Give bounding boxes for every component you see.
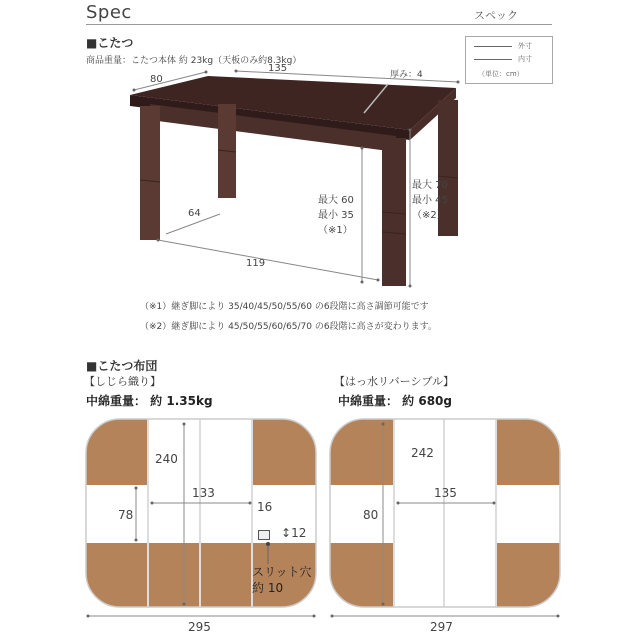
dim-inner-depth: 64 — [188, 208, 201, 219]
kotatsu-weight: 商品重量：こたつ本体 約 23kg（天板のみ約8.3kg） — [86, 56, 302, 66]
right-dim-mid-h: 80 — [363, 508, 379, 522]
right-dim-side-h: 242 — [411, 446, 434, 460]
kotatsu-section-title: ■こたつ — [86, 36, 134, 50]
dim-inner-width: 119 — [246, 258, 266, 269]
futon-left-name: 【しじら織り】 — [84, 375, 161, 388]
page-title: Spec — [86, 2, 132, 23]
futon-section-title: ■こたつ布団 — [86, 359, 158, 373]
slit-label — [252, 564, 312, 596]
left-dim-slit-h: ↕12 — [281, 526, 307, 540]
slit-label-2: 約 10 — [252, 581, 284, 595]
note-1: （※1）継ぎ脚により 35/40/45/50/55/60 の6段階に高さ調節可能です — [140, 302, 429, 312]
height-b-min: 最小 45 — [412, 195, 448, 206]
futon-left-weight: 中綿重量： 約 1.35kg — [86, 394, 213, 408]
legend-outer: 外寸 — [518, 42, 532, 50]
futon-right-weight: 中綿重量： 約 680g — [338, 394, 452, 408]
height-b-note: （※2） — [412, 210, 447, 221]
right-dim-inner: 135 — [434, 486, 457, 500]
left-dim-width: 295 — [188, 620, 211, 634]
left-dim-inner: 133 — [192, 486, 215, 500]
note-2: （※2）継ぎ脚により 45/50/55/60/65/70 の6段階に高さが変わります。 — [140, 322, 437, 332]
height-a-max: 最大 60 — [318, 195, 354, 206]
left-dim-slit-w: 16 — [257, 500, 273, 514]
page-subtitle: スペック — [474, 9, 518, 22]
slit-label-1: スリット穴 — [252, 565, 312, 579]
dim-thickness: 厚み：4 — [390, 70, 423, 80]
legend-unit: （単位：cm） — [478, 70, 524, 78]
dim-depth: 80 — [150, 74, 163, 85]
slit-h-value: 12 — [291, 526, 307, 540]
height-b-max: 最大 70 — [412, 180, 448, 191]
futon-right-name: 【はっ水リバーシブル】 — [334, 375, 455, 388]
height-a-min: 最小 35 — [318, 210, 354, 221]
left-dim-side-h: 240 — [155, 452, 178, 466]
left-dim-mid-h: 78 — [118, 508, 134, 522]
slit-hole — [258, 530, 270, 540]
dim-width: 135 — [268, 63, 288, 74]
right-dim-width: 297 — [430, 620, 453, 634]
legend-inner: 内寸 — [518, 55, 532, 63]
height-a-note: （※1） — [318, 225, 353, 236]
